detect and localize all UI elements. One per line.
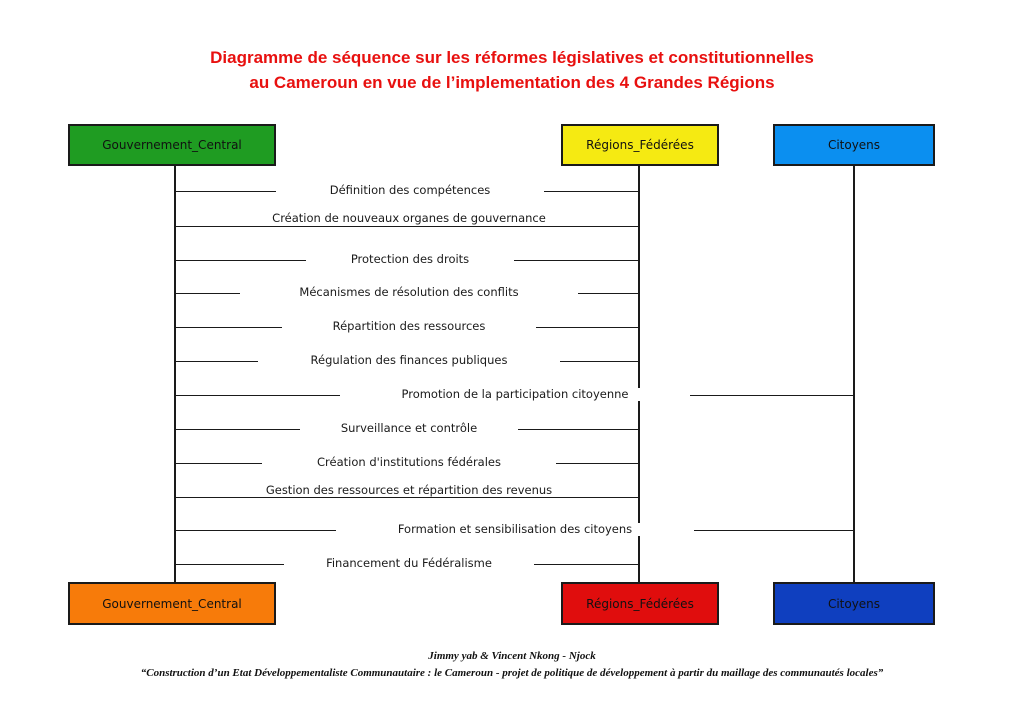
actor-top-gouvernement-central — [68, 124, 276, 166]
actor-bottom-citoyens-label: Citoyens — [827, 596, 881, 611]
message-label: Formation et sensibilisation des citoyens — [336, 523, 694, 536]
actor-bottom-gouvernement-central-label: Gouvernement_Central — [102, 596, 242, 611]
message-label: Création de nouveaux organes de gouvernance — [262, 212, 556, 225]
title-line-2: au Cameroun en vue de l’implementation des 4 Grandes Régions — [249, 73, 775, 92]
message-line — [175, 226, 639, 227]
title-line-1: Diagramme de séquence sur les réformes législatives et constitutionnelles — [210, 48, 814, 67]
message-label: Surveillance et contrôle — [300, 422, 518, 435]
lifeline-regions-federees — [638, 164, 640, 584]
actor-bottom-regions-federees — [561, 582, 719, 625]
actor-bottom-gouvernement-central — [68, 582, 276, 625]
footer-reference: “Construction d’un Etat Développementaliste Communautaire : le Cameroun - projet de politique de développement à partir du maillage des communautés locales” — [140, 667, 884, 679]
actor-top-regions-federees — [561, 124, 719, 166]
lifeline-citoyens — [853, 164, 855, 584]
message-line — [175, 497, 639, 498]
message-label: Définition des compétences — [276, 184, 544, 197]
actor-top-citoyens-label: Citoyens — [827, 138, 881, 152]
message-label: Mécanismes de résolution des conflits — [240, 286, 578, 299]
actor-bottom-regions-federees-label: Régions_Fédérées — [586, 596, 694, 611]
actor-top-gouvernement-central-label: Gouvernement_Central — [102, 138, 242, 152]
message-label: Répartition des ressources — [282, 320, 536, 333]
message-label: Gestion des ressources et répartition des revenus — [238, 484, 580, 497]
message-label: Protection des droits — [306, 253, 514, 266]
message-label: Financement du Fédéralisme — [284, 557, 534, 570]
message-label: Régulation des finances publiques — [258, 354, 560, 367]
actor-top-regions-federees-label: Régions_Fédérées — [586, 138, 694, 152]
message-label: Création d'institutions fédérales — [262, 456, 556, 469]
message-label: Promotion de la participation citoyenne — [340, 388, 690, 401]
footer-authors: Jimmy yab & Vincent Nkong - Njock — [428, 650, 596, 662]
actor-top-citoyens — [773, 124, 935, 166]
lifeline-gouvernement-central — [174, 164, 176, 584]
actor-bottom-citoyens — [773, 582, 935, 625]
